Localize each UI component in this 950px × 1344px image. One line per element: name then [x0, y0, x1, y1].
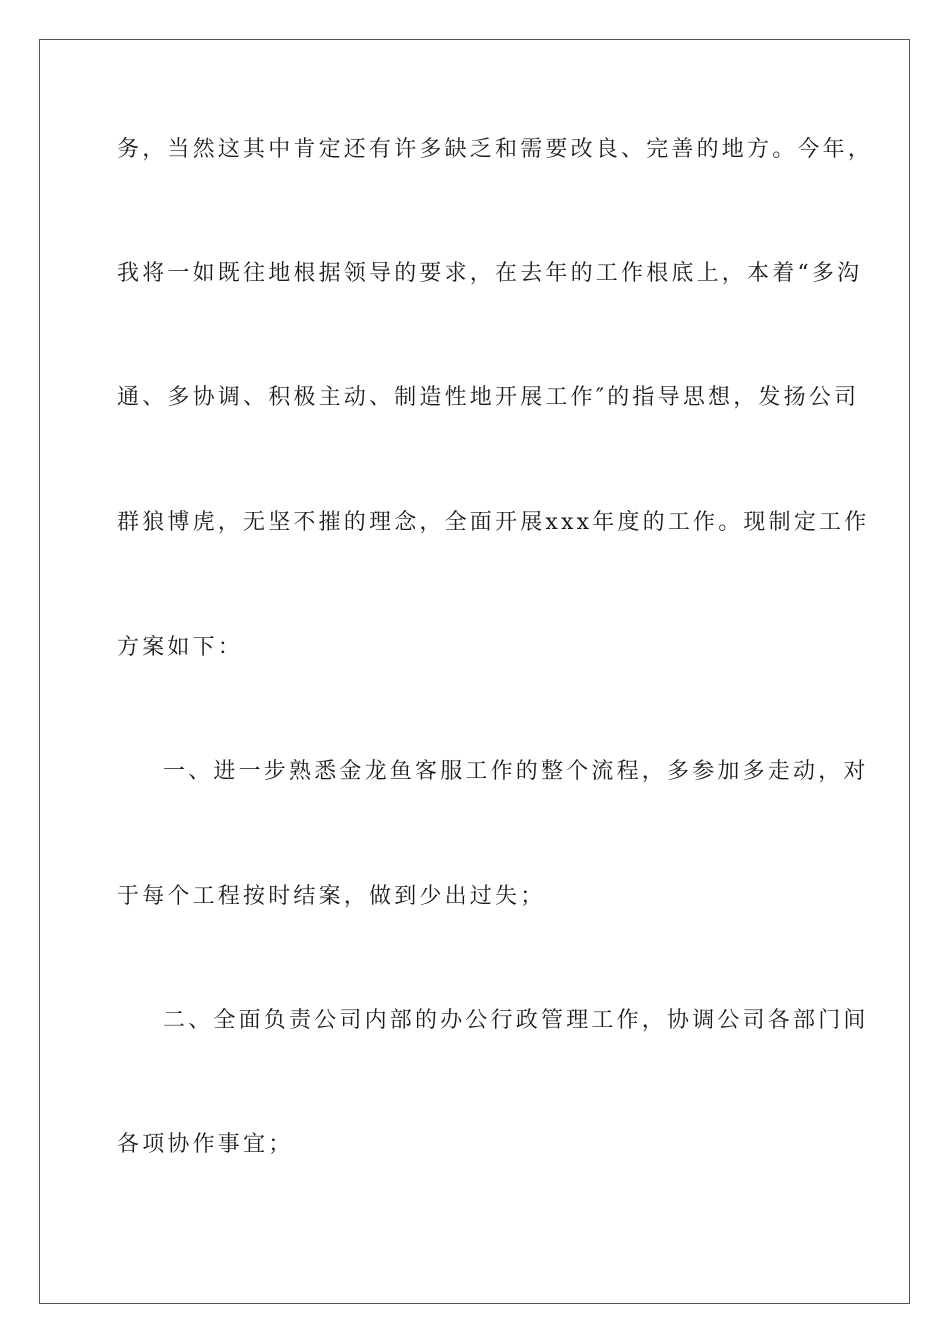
list-item-2-continuation: 各项协作事宜；: [117, 1132, 294, 1157]
list-item-1-continuation: 于每个工程按时结案，做到少出过失；: [117, 884, 546, 909]
paragraph-line: 务，当然这其中肯定还有许多缺乏和需要改良、完善的地方。今年，: [117, 137, 874, 162]
paragraph-line: 我将一如既往地根据领导的要求，在去年的工作根底上，本着“多沟: [117, 261, 863, 286]
paragraph-line: 方案如下：: [117, 635, 244, 660]
paragraph-line: 通、多协调、积极主动、制造性地开展工作″的指导思想，发扬公司: [117, 385, 860, 410]
paragraph-line: 群狼博虎，无坚不摧的理念，全面开展xxx年度的工作。现制定工作: [117, 510, 870, 535]
list-item-1-line: 一、进一步熟悉金龙鱼客服工作的整个流程，多参加多走动，对: [163, 759, 869, 784]
page-border: [39, 39, 910, 1304]
list-item-2-line: 二、全面负责公司内部的办公行政管理工作，协调公司各部门间: [163, 1008, 869, 1033]
